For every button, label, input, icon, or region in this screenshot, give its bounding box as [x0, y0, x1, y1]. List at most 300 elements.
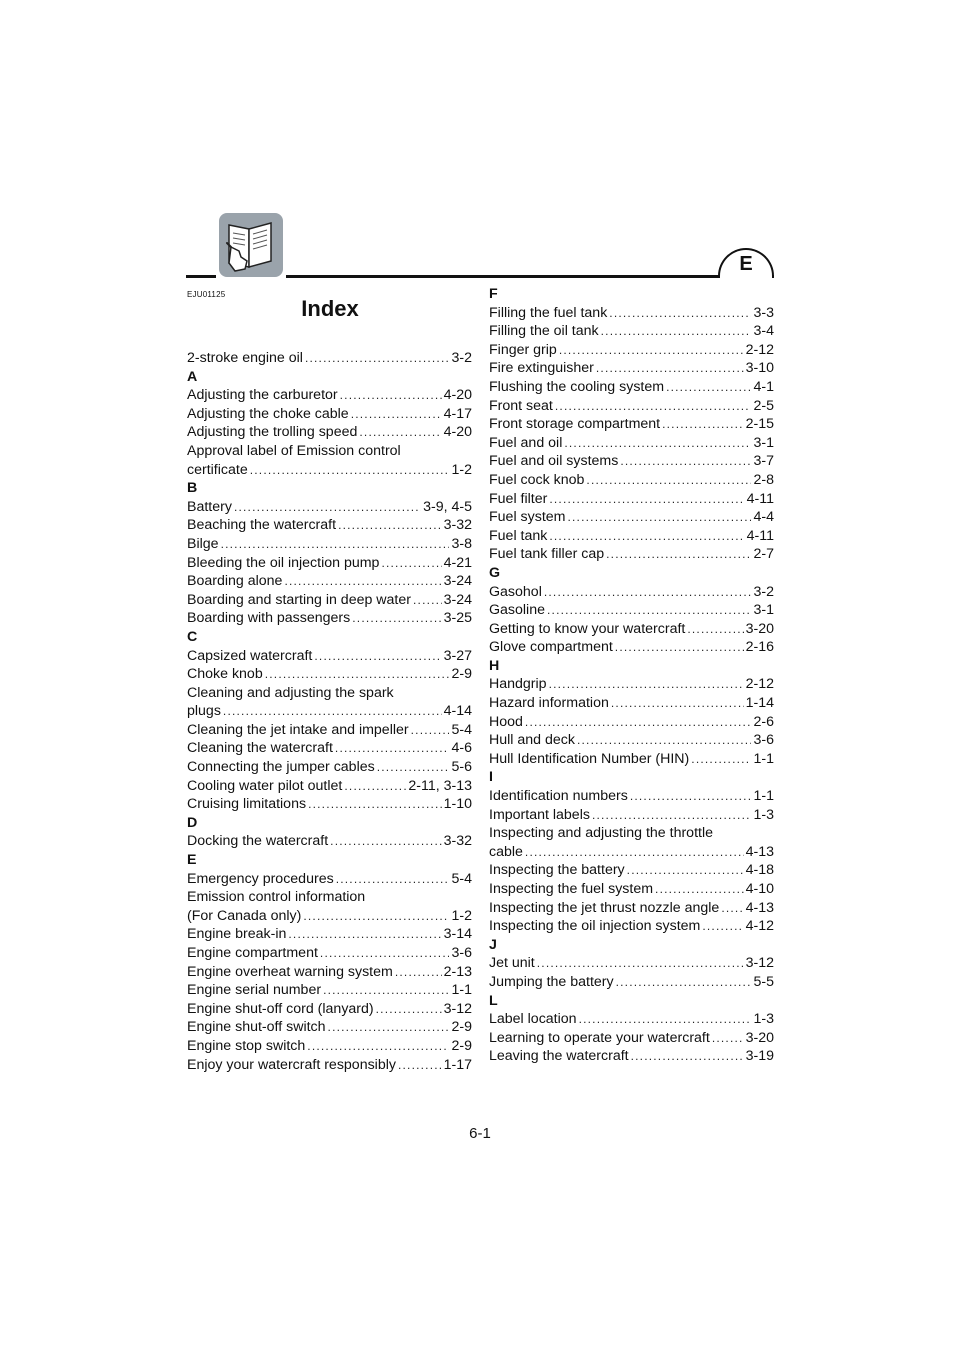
index-entry	[489, 452, 774, 471]
entry-page-ref: 3-32	[443, 833, 472, 850]
entry-label: Emission control information	[187, 889, 366, 906]
dot-leader	[702, 917, 743, 936]
dot-leader	[381, 554, 441, 573]
entry-page-ref: 3-24	[443, 591, 472, 608]
entry-label: Bleeding the oil injection pump	[187, 554, 380, 571]
entry-page-ref: 5-5	[753, 973, 774, 990]
index-entry	[187, 1037, 472, 1056]
entry-label: Battery	[187, 498, 232, 515]
entry-page-ref: 1-14	[745, 695, 774, 712]
index-column-left	[187, 349, 472, 1074]
letter-heading-text: L	[489, 992, 498, 1009]
entry-label: Engine shut-off switch	[187, 1019, 326, 1036]
entry-label: Finger grip	[489, 341, 557, 358]
index-entry	[489, 1010, 774, 1029]
entry-label: Inspecting the jet thrust nozzle angle	[489, 899, 720, 916]
letter-heading-text: I	[489, 769, 493, 786]
entry-page-ref: 4-10	[745, 881, 774, 897]
entry-page-ref: 3-27	[443, 647, 472, 664]
index-entry	[489, 322, 774, 341]
index-letter-heading	[489, 936, 774, 955]
entry-page-ref: 4-17	[443, 405, 472, 422]
entry-label: Learning to operate your watercraft	[489, 1029, 710, 1046]
dot-leader	[537, 954, 744, 973]
entry-page-ref: 4-20	[443, 424, 472, 441]
entry-page-ref: 1-1	[753, 750, 774, 767]
dot-leader	[564, 434, 751, 453]
manual-hand-icon	[219, 213, 283, 277]
entry-label: Important labels	[489, 806, 590, 823]
dot-leader	[555, 397, 752, 416]
dot-leader	[525, 843, 744, 862]
entry-label: Enjoy your watercraft responsibly	[187, 1056, 396, 1073]
entry-label: Engine stop switch	[187, 1037, 306, 1054]
index-entry	[187, 591, 472, 610]
letter-heading-text: G	[489, 564, 501, 581]
entry-page-ref: 2-9	[451, 1037, 472, 1054]
page-number: 6-1	[469, 1125, 491, 1142]
entry-label: Fuel filter	[489, 490, 548, 507]
index-entry	[187, 684, 472, 703]
index-entry	[187, 442, 472, 461]
dot-leader	[721, 899, 743, 918]
dot-leader	[601, 322, 752, 341]
dot-leader	[606, 545, 751, 564]
index-entry	[489, 508, 774, 527]
index-entry	[489, 620, 774, 639]
entry-page-ref: 3-3	[753, 304, 774, 321]
dot-leader	[377, 758, 450, 777]
entry-label: Hull Identification Number (HIN)	[489, 750, 690, 767]
index-letter-heading	[489, 992, 774, 1011]
index-entry	[489, 731, 774, 750]
index-entry	[187, 349, 472, 368]
index-entry	[187, 944, 472, 963]
index-entry	[187, 963, 472, 982]
dot-leader	[305, 349, 450, 368]
entry-page-ref: 2-15	[745, 416, 774, 433]
index-entry	[489, 545, 774, 564]
dot-leader	[687, 620, 743, 639]
index-entry	[187, 535, 472, 554]
dot-leader	[655, 880, 744, 899]
entry-page-ref: 2-12	[745, 676, 774, 693]
entry-label: Gasohol	[489, 583, 542, 600]
index-entry	[489, 490, 774, 509]
dot-leader	[395, 963, 442, 982]
dot-leader	[323, 981, 449, 1000]
entry-page-ref: 1-2	[451, 907, 472, 924]
entry-page-ref: 1-3	[753, 1011, 774, 1028]
entry-page-ref: 4-21	[443, 554, 472, 571]
entry-label: Adjusting the carburetor	[187, 387, 338, 404]
index-entry	[187, 870, 472, 889]
index-letter-heading	[489, 657, 774, 676]
entry-label: Handgrip	[489, 676, 547, 693]
index-letter-heading	[489, 768, 774, 787]
index-entry	[489, 341, 774, 360]
index-entry	[187, 609, 472, 628]
entry-page-ref: 3-25	[443, 610, 472, 627]
entry-page-ref: 4-1	[753, 378, 774, 395]
index-entry	[489, 1047, 774, 1066]
index-entry	[187, 405, 472, 424]
entry-label: Jet unit	[489, 955, 535, 972]
entry-label: certificate	[187, 461, 248, 478]
index-entry	[489, 899, 774, 918]
dot-leader	[336, 870, 450, 889]
entry-page-ref: 3-10	[745, 360, 774, 377]
entry-label: Cleaning the watercraft	[187, 740, 333, 757]
index-letter-heading	[489, 285, 774, 304]
page-title: Index	[301, 296, 359, 321]
index-entry	[187, 665, 472, 684]
dot-leader	[620, 452, 751, 471]
index-entry	[187, 516, 472, 535]
dot-leader	[335, 739, 450, 758]
dot-leader	[611, 694, 744, 713]
entry-page-ref: 3-1	[753, 602, 774, 619]
index-entry	[489, 880, 774, 899]
entry-label: Flushing the cooling system	[489, 378, 665, 395]
entry-page-ref: 3-12	[745, 955, 774, 972]
entry-label: 2-stroke engine oil	[187, 350, 303, 366]
entry-page-ref: 1-1	[753, 788, 774, 805]
dot-leader	[691, 750, 751, 769]
dot-leader	[352, 609, 441, 628]
entry-page-ref: 5-4	[451, 870, 472, 887]
entry-page-ref: 2-8	[753, 471, 774, 488]
document-code: EJU01125	[187, 290, 226, 299]
language-badge: E	[718, 248, 774, 278]
entry-label: Boarding with passengers	[187, 610, 351, 627]
index-entry	[187, 777, 472, 796]
dot-leader	[596, 359, 744, 378]
dot-leader	[411, 721, 450, 740]
entry-label: Inspecting the oil injection system	[489, 918, 701, 935]
entry-page-ref: 3-9, 4-5	[423, 498, 472, 515]
index-entry	[489, 638, 774, 657]
entry-page-ref: 1-10	[443, 796, 472, 813]
dot-leader	[592, 806, 752, 825]
entry-label: Hazard information	[489, 695, 609, 712]
index-entry	[489, 973, 774, 992]
entry-label: Adjusting the trolling speed	[187, 424, 358, 441]
entry-label: Getting to know your watercraft	[489, 620, 686, 637]
index-entry	[489, 675, 774, 694]
dot-leader	[547, 601, 751, 620]
entry-page-ref: 4-18	[745, 862, 774, 879]
index-letter-heading	[187, 628, 472, 647]
entry-label: Hood	[489, 713, 523, 730]
index-entry	[187, 739, 472, 758]
entry-page-ref: 3-2	[753, 583, 774, 600]
entry-label: Front seat	[489, 397, 553, 414]
index-entry	[187, 832, 472, 851]
entry-label: Inspecting and adjusting the throttle	[489, 825, 714, 842]
index-entry	[489, 954, 774, 973]
index-entry	[187, 498, 472, 517]
index-letter-heading	[489, 564, 774, 583]
dot-leader	[398, 1056, 442, 1075]
entry-page-ref: 3-6	[753, 732, 774, 749]
entry-label: Fuel tank	[489, 527, 548, 544]
entry-label: plugs	[187, 703, 221, 720]
index-entry	[489, 527, 774, 546]
index-entry	[187, 1018, 472, 1037]
dot-leader	[376, 1000, 442, 1019]
index-letter-heading	[187, 814, 472, 833]
entry-label: Fuel and oil systems	[489, 453, 619, 470]
dot-leader	[662, 415, 743, 434]
entry-label: Front storage compartment	[489, 416, 661, 433]
index-entry	[489, 750, 774, 769]
entry-page-ref: 3-19	[745, 1048, 774, 1065]
index-letter-heading	[187, 479, 472, 498]
index-entry	[187, 721, 472, 740]
dot-leader	[284, 572, 441, 591]
index-entry	[489, 304, 774, 323]
entry-label: Hull and deck	[489, 732, 575, 749]
letter-heading-text: B	[187, 480, 198, 497]
index-entry	[187, 554, 472, 573]
entry-page-ref: 4-4	[753, 509, 774, 526]
dot-leader	[328, 1018, 450, 1037]
index-letter-heading	[187, 368, 472, 387]
entry-page-ref: 2-7	[753, 546, 774, 563]
entry-label: Jumping the battery	[489, 973, 614, 990]
entry-label: Connecting the jumper cables	[187, 759, 375, 776]
entry-label: Fuel cock knob	[489, 471, 585, 488]
entry-page-ref: 1-17	[443, 1056, 472, 1073]
index-entry	[187, 925, 472, 944]
entry-label: Fire extinguisher	[489, 360, 594, 377]
dot-leader	[314, 647, 441, 666]
dot-leader	[250, 461, 450, 480]
index-letter-heading	[187, 851, 472, 870]
index-entry	[489, 824, 774, 843]
dot-leader	[525, 713, 752, 732]
dot-leader	[359, 423, 441, 442]
entry-page-ref: 3-1	[753, 434, 774, 451]
index-entry	[187, 647, 472, 666]
entry-label: Filling the fuel tank	[489, 304, 608, 321]
entry-label: Adjusting the choke cable	[187, 405, 349, 422]
entry-label: Engine overheat warning system	[187, 963, 393, 980]
entry-page-ref: 3-4	[753, 323, 774, 340]
entry-label: Engine break-in	[187, 926, 287, 943]
dot-leader	[609, 304, 751, 323]
entry-label: Fuel tank filler cap	[489, 546, 605, 563]
index-entry	[187, 572, 472, 591]
dot-leader	[338, 516, 442, 535]
entry-label: Bilge	[187, 535, 219, 552]
entry-page-ref: 3-20	[745, 1029, 774, 1046]
entry-page-ref: 4-6	[451, 740, 472, 757]
entry-page-ref: 4-14	[443, 703, 472, 720]
entry-page-ref: 3-7	[753, 453, 774, 470]
entry-label: Inspecting the fuel system	[489, 881, 654, 897]
index-entry	[489, 415, 774, 434]
entry-page-ref: 4-13	[745, 843, 774, 860]
entry-label: Cruising limitations	[187, 796, 307, 813]
letter-heading-text: E	[187, 852, 197, 869]
entry-label: Fuel system	[489, 509, 566, 526]
dot-leader	[549, 675, 744, 694]
entry-label: Capsized watercraft	[187, 647, 313, 664]
index-entry	[489, 787, 774, 806]
entry-label: Cleaning the jet intake and impeller	[187, 721, 409, 738]
index-column-right	[489, 285, 774, 1066]
dot-leader	[330, 832, 441, 851]
index-entry	[489, 713, 774, 732]
dot-leader	[579, 1010, 752, 1029]
entry-page-ref: 2-11, 3-13	[408, 777, 472, 794]
dot-leader	[567, 508, 751, 527]
index-entry	[187, 461, 472, 480]
index-entry	[489, 806, 774, 825]
entry-label: Identification numbers	[489, 788, 628, 805]
entry-label: Label location	[489, 1011, 577, 1028]
letter-heading-text: D	[187, 814, 198, 831]
entry-page-ref: 1-3	[753, 806, 774, 823]
entry-label: Approval label of Emission control	[187, 442, 401, 459]
index-entry	[489, 843, 774, 862]
dot-leader	[307, 1037, 449, 1056]
dot-leader	[616, 973, 752, 992]
dot-leader	[549, 490, 744, 509]
entry-page-ref: 3-6	[451, 945, 472, 961]
dot-leader	[288, 925, 441, 944]
entry-label: Glove compartment	[489, 639, 613, 656]
entry-page-ref: 3-12	[443, 1000, 472, 1017]
entry-page-ref: 1-2	[451, 461, 472, 478]
entry-page-ref: 4-11	[746, 527, 774, 544]
entry-page-ref: 2-13	[443, 963, 472, 980]
dot-leader	[559, 341, 744, 360]
entry-page-ref: 4-11	[746, 490, 774, 507]
index-entry	[187, 386, 472, 405]
index-entry	[187, 758, 472, 777]
dot-leader	[221, 535, 450, 554]
index-entry	[187, 702, 472, 721]
dot-leader	[303, 907, 449, 926]
dot-leader	[630, 787, 752, 806]
dot-leader	[627, 861, 744, 880]
letter-heading-text: C	[187, 628, 198, 645]
index-entry	[489, 434, 774, 453]
dot-leader	[351, 405, 442, 424]
index-entry	[187, 1056, 472, 1075]
index-entry	[489, 397, 774, 416]
entry-label: Filling the oil tank	[489, 323, 599, 340]
entry-page-ref: 3-24	[443, 573, 472, 590]
entry-page-ref: 3-32	[443, 517, 472, 534]
entry-label: Choke knob	[187, 666, 263, 683]
index-entry	[187, 423, 472, 442]
entry-label: Fuel and oil	[489, 434, 563, 451]
entry-label: Engine serial number	[187, 982, 322, 999]
dot-leader	[340, 386, 442, 405]
entry-label: Boarding alone	[187, 573, 283, 590]
entry-label: Engine compartment	[187, 945, 318, 961]
entry-page-ref: 4-13	[745, 899, 774, 916]
entry-page-ref: 2-16	[745, 639, 774, 656]
dot-leader	[344, 777, 406, 796]
letter-heading-text: F	[489, 286, 498, 302]
index-entry	[489, 1029, 774, 1048]
dot-leader	[666, 378, 751, 397]
letter-heading-text: H	[489, 657, 500, 674]
dot-leader	[223, 702, 442, 721]
dot-leader	[234, 498, 421, 517]
index-entry	[187, 1000, 472, 1019]
index-entry	[489, 601, 774, 620]
entry-label: Beaching the watercraft	[187, 517, 337, 534]
entry-label: Engine shut-off cord (lanyard)	[187, 1000, 374, 1017]
entry-page-ref: 4-20	[443, 387, 472, 404]
dot-leader	[631, 1047, 744, 1066]
index-entry	[187, 981, 472, 1000]
entry-page-ref: 1-1	[451, 982, 472, 999]
entry-label: Docking the watercraft	[187, 833, 329, 850]
index-entry	[187, 907, 472, 926]
index-entry	[489, 583, 774, 602]
index-entry	[489, 861, 774, 880]
entry-page-ref: 4-12	[745, 918, 774, 935]
index-entry	[187, 795, 472, 814]
entry-page-ref: 3-2	[451, 350, 472, 366]
dot-leader	[577, 731, 752, 750]
dot-leader	[320, 944, 450, 963]
entry-page-ref: 3-20	[745, 620, 774, 637]
entry-label: Gasoline	[489, 602, 545, 619]
dot-leader	[265, 665, 450, 684]
index-entry	[187, 888, 472, 907]
dot-leader	[544, 583, 752, 602]
entry-page-ref: 2-5	[753, 397, 774, 414]
entry-page-ref: 2-9	[451, 1019, 472, 1036]
index-entry	[489, 378, 774, 397]
entry-page-ref: 3-14	[443, 926, 472, 943]
entry-label: Emergency procedures	[187, 870, 334, 887]
entry-label: Cleaning and adjusting the spark	[187, 684, 394, 701]
entry-label: Leaving the watercraft	[489, 1048, 629, 1065]
index-entry	[489, 917, 774, 936]
dot-leader	[413, 591, 442, 610]
entry-page-ref: 5-6	[451, 759, 472, 776]
entry-page-ref: 2-12	[745, 341, 774, 358]
letter-heading-text: J	[489, 936, 497, 953]
entry-page-ref: 3-8	[451, 535, 472, 552]
entry-label: Inspecting the battery	[489, 862, 625, 879]
index-entry	[489, 471, 774, 490]
dot-leader	[615, 638, 744, 657]
entry-label: Boarding and starting in deep water	[187, 591, 411, 608]
index-entry	[489, 694, 774, 713]
entry-label: cable	[489, 843, 523, 860]
letter-heading-text: A	[187, 368, 198, 385]
dot-leader	[549, 527, 744, 546]
entry-label: (For Canada only)	[187, 907, 302, 924]
dot-leader	[308, 795, 442, 814]
entry-page-ref: 2-6	[753, 713, 774, 730]
entry-page-ref: 2-9	[451, 666, 472, 683]
entry-label: Cooling water pilot outlet	[187, 777, 343, 794]
dot-leader	[586, 471, 751, 490]
index-entry	[489, 359, 774, 378]
dot-leader	[712, 1029, 744, 1048]
